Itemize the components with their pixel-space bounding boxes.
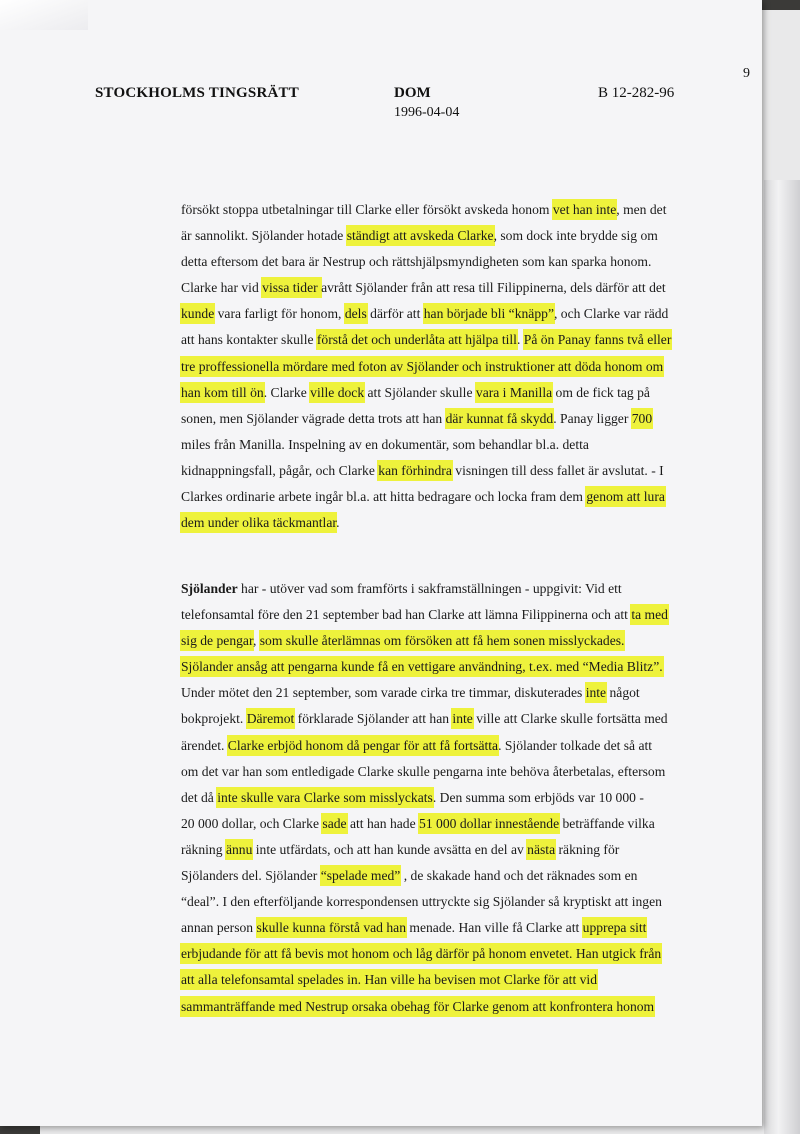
text-segment: har - utöver vad som framförts i sakframställningen - uppgivit: Vid ett [237, 581, 622, 596]
text-segment: detta eftersom det bara är Nestrup och rättshjälpsmyndigheten som kan sparka honom. [181, 254, 652, 270]
text-line [181, 654, 756, 680]
highlighted-text: På ön Panay fanns två eller [523, 332, 672, 348]
text-segment: räkning för [555, 841, 620, 857]
highlighted-text: förstå det och underlåta att hjälpa till [316, 332, 517, 348]
highlighted-text: erbjudande för att få bevis mot honom och låg därför på honom envetet. Han utgick från [181, 946, 662, 962]
page-corner [0, 0, 88, 30]
text-segment: det då [181, 789, 218, 805]
text-segment: miles från Manilla. Inspelning av en dokumentär, som behandlar bl.a. detta [181, 436, 589, 452]
text-segment: försökt stoppa utbetalningar till Clarke eller försökt avskeda honom [181, 202, 553, 217]
text-line [181, 680, 756, 706]
text-segment: något [606, 685, 640, 701]
text-line [181, 380, 756, 406]
text-segment: räkning [181, 841, 226, 857]
bold-text: Sjölander [181, 581, 238, 596]
text-segment: . [336, 515, 340, 531]
text-line [181, 706, 756, 732]
text-line [181, 994, 756, 1020]
text-segment: annan person [181, 920, 257, 936]
text-segment: förklarade Sjölander att han [294, 711, 453, 727]
text-segment: . [516, 332, 524, 348]
text-segment: telefonsamtal före den 21 september bad han Clarke att lämna Filippinerna och att [181, 607, 632, 623]
text-line [181, 458, 756, 484]
text-segment: menade. Han ville få Clarke att [406, 920, 583, 936]
text-line [181, 915, 756, 941]
highlighted-text: han började bli “knäpp” [423, 306, 554, 322]
text-segment: vara farligt för honom, [214, 306, 345, 322]
text-segment: , de skakade hand och det räknades som en [400, 868, 638, 884]
text-line [181, 327, 756, 353]
text-segment: sonen, men Sjölander vägrade detta trots att han [181, 410, 446, 426]
text-line [181, 354, 756, 380]
text-line [181, 275, 756, 301]
text-segment: . Panay ligger [553, 410, 632, 426]
document-type: DOM [394, 85, 431, 101]
highlighted-text: dels [344, 306, 367, 322]
highlighted-text: Clarke erbjöd honom då pengar för att få fortsätta [227, 737, 499, 753]
highlighted-text: Däremot [246, 711, 295, 727]
text-line [181, 576, 756, 602]
highlighted-text: dem under olika täckmantlar [181, 515, 337, 531]
highlighted-text: ta med [631, 607, 668, 623]
text-line [181, 811, 756, 837]
text-line [181, 301, 756, 327]
text-line [181, 223, 756, 249]
highlighted-text: Sjölander ansåg att pengarna kunde få en vettigare användning, t.ex. med “Media Blitz”. [181, 659, 663, 675]
highlighted-text: ständigt att avskeda Clarke [346, 228, 494, 244]
text-line [181, 863, 756, 889]
text-line [181, 785, 756, 811]
text-segment: , [252, 633, 260, 649]
highlighted-text: vet han inte [552, 202, 617, 217]
text-segment: . Clarke [263, 384, 311, 400]
highlighted-text: där kunnat få skydd [445, 410, 554, 426]
highlighted-text: vissa tider [262, 280, 322, 296]
highlighted-text: inte [585, 685, 607, 701]
text-segment: inte utfärdats, och att han kunde avsätta en del av [252, 841, 528, 857]
text-line [181, 733, 756, 759]
page-number: 9 [743, 66, 750, 81]
highlighted-text: att alla telefonsamtal spelades in. Han ville ha bevisen mot Clarke för att vid [181, 972, 597, 988]
text-segment: att Sjölander skulle [364, 384, 476, 400]
highlighted-text: som skulle återlämnas om försöken att få hem sonen misslyckades. [259, 633, 625, 649]
court-name: STOCKHOLMS TINGSRÄTT [95, 85, 299, 101]
text-segment: 20 000 dollar, och Clarke [181, 815, 323, 831]
stacked-pages-edge [764, 180, 800, 1134]
text-segment: att han hade [346, 815, 420, 831]
text-line [181, 759, 756, 785]
text-line [181, 510, 756, 536]
highlighted-text: ville dock [310, 384, 365, 400]
highlighted-text: sammanträffande med Nestrup orsaka obehag för Clarke genom att konfrontera honom [181, 998, 655, 1014]
text-segment: , som dock inte brydde sig om [493, 228, 658, 244]
text-segment: beträffande vilka [559, 815, 655, 831]
text-line [181, 837, 756, 863]
text-segment: . Den summa som erbjöds var 10 000 - [432, 789, 644, 805]
text-segment: om det var han som entledigade Clarke skulle pengarna inte behöva återbetalas, eftersom [181, 763, 666, 779]
text-segment: “deal”. I den efterföljande korrespondensen uttryckte sig Sjölander så kryptiskt att ingen [181, 894, 662, 910]
document-date: 1996-04-04 [394, 105, 460, 120]
text-segment: bokprojekt. [181, 711, 247, 727]
highlighted-text: inte skulle vara Clarke som misslyckats [217, 789, 433, 805]
highlighted-text: genom att lura [586, 489, 665, 505]
text-line [181, 628, 756, 654]
text-segment: om de fick tag på [552, 384, 650, 400]
highlighted-text: ännu [225, 841, 253, 857]
text-line [181, 249, 756, 275]
text-line [181, 406, 756, 432]
text-segment: är sannolikt. Sjölander hotade [181, 228, 347, 244]
highlighted-text: 51 000 dollar innestående [419, 815, 560, 831]
highlighted-text: han kom till ön [181, 384, 264, 400]
text-segment: , och Clarke var rädd [553, 306, 669, 322]
text-segment: därför att [366, 306, 424, 322]
highlighted-text: nästa [527, 841, 556, 857]
text-segment: ärendet. [181, 737, 228, 753]
text-line [181, 889, 756, 915]
paragraph-1 [181, 197, 756, 536]
highlighted-text: inte [452, 711, 473, 727]
text-segment: . Sjölander tolkade det så att [498, 737, 653, 753]
text-line [181, 941, 756, 967]
text-line [181, 602, 756, 628]
text-segment: , men det [616, 202, 667, 217]
highlighted-text: kan förhindra [378, 462, 452, 478]
text-line [181, 432, 756, 458]
text-segment: Sjölanders del. Sjölander [181, 868, 321, 884]
text-segment: att hans kontakter skulle [181, 332, 317, 348]
text-segment: visningen till dess fallet är avslutat. - I [451, 462, 664, 478]
text-line [181, 967, 756, 993]
highlighted-text: skulle kunna förstå vad han [256, 920, 406, 936]
text-line [181, 197, 756, 223]
highlighted-text: upprepa sitt [582, 920, 647, 936]
highlighted-text: vara i Manilla [475, 384, 553, 400]
highlighted-text: 700 [631, 410, 653, 426]
highlighted-text: “spelade med” [320, 868, 401, 884]
text-line [181, 484, 756, 510]
highlighted-text: sig de pengar [181, 633, 253, 649]
text-segment: Clarke har vid [181, 280, 263, 296]
paragraph-2 [181, 576, 756, 1020]
text-segment: avrått Sjölander från att resa till Filippinerna, dels därför att det [321, 280, 666, 296]
highlighted-text: sade [322, 815, 347, 831]
highlighted-text: tre proffessionella mördare med foton av Sjölander och instruktioner att döda honom om [181, 358, 664, 374]
case-number: B 12-282-96 [598, 85, 675, 101]
text-segment: ville att Clarke skulle fortsätta med [472, 711, 668, 727]
text-segment: kidnappningsfall, pågår, och Clarke [181, 462, 379, 478]
highlighted-text: kunde [181, 306, 215, 322]
text-segment: Clarkes ordinarie arbete ingår bl.a. att hitta bedragare och locka fram dem [181, 489, 587, 505]
text-segment: Under mötet den 21 september, som varade cirka tre timmar, diskuterades [181, 685, 586, 701]
